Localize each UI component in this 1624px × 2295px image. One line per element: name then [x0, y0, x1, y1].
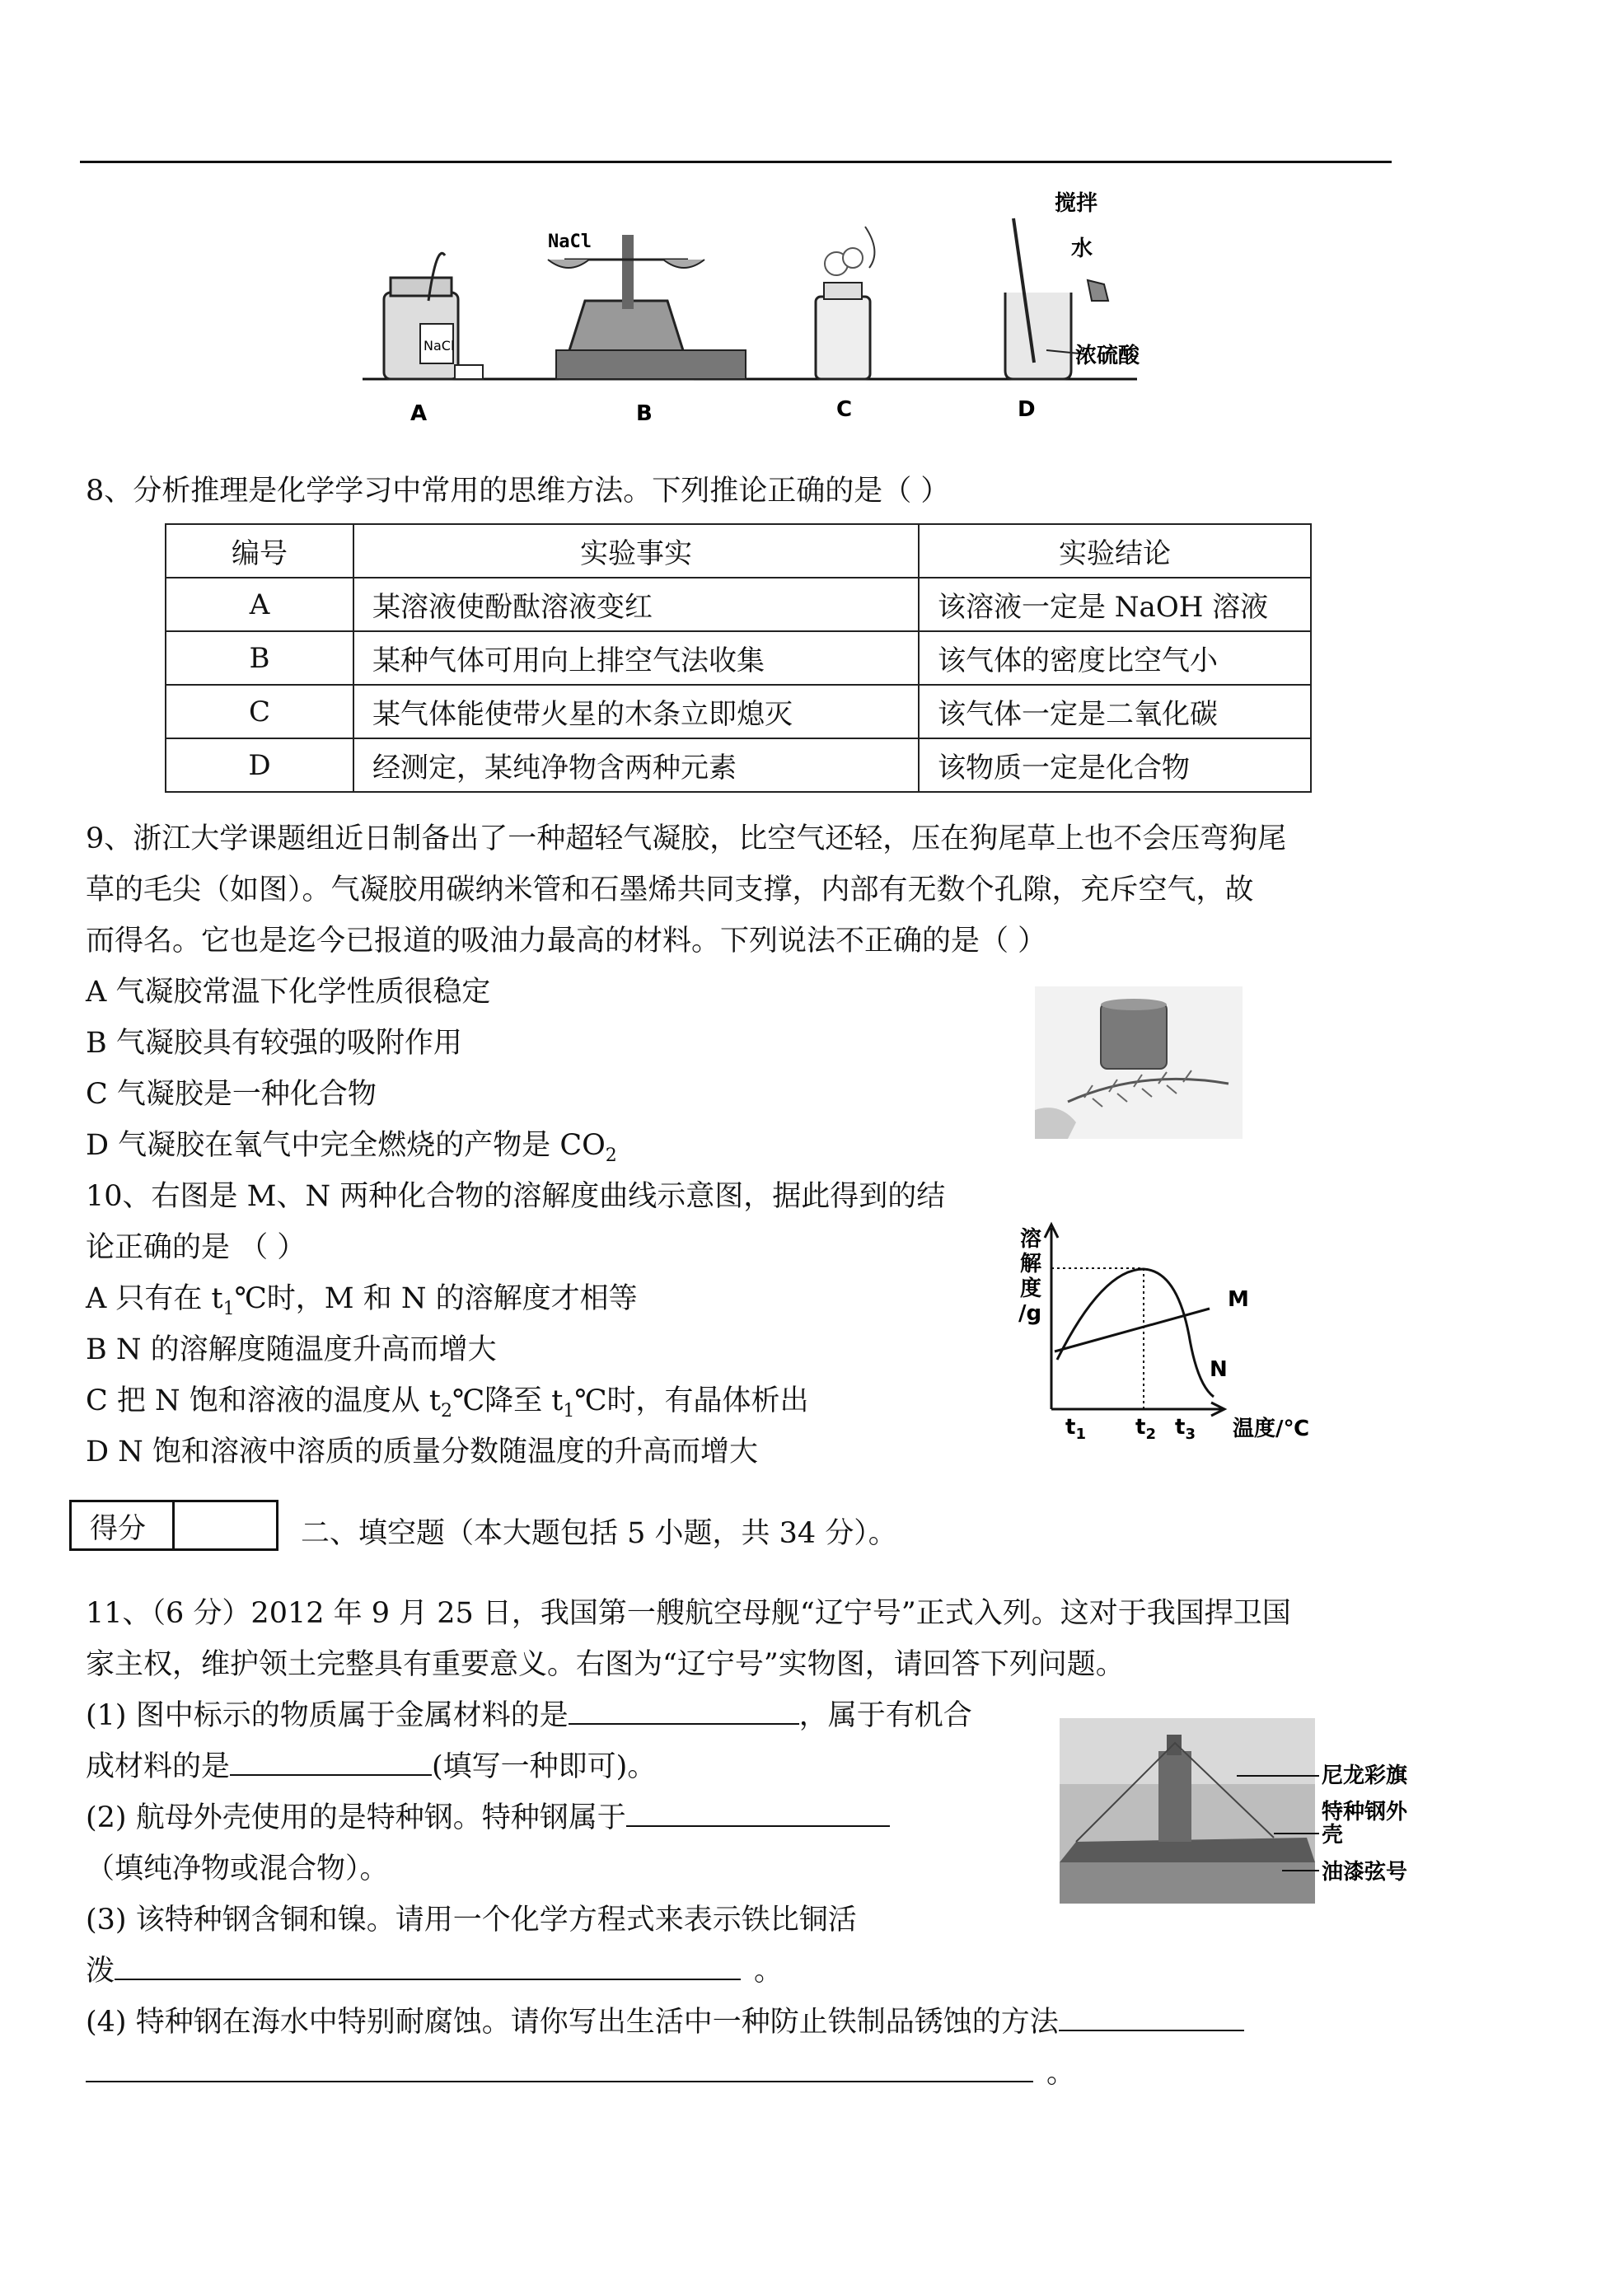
row-conclusion: 该溶液一定是 NaOH 溶液 — [919, 578, 1311, 631]
section2-title: 二、填空题（本大题包括 5 小题，共 34 分）。 — [301, 1517, 897, 1550]
table-row — [166, 578, 1311, 631]
table-row — [166, 685, 1311, 738]
q11-line1: 11、（6 分）2012 年 9 月 25 日，我国第一艘航空母舰“辽宁号”正式入列。这对于我国捍卫国 — [86, 1597, 1291, 1630]
answer-blank[interactable] — [86, 2053, 1033, 2082]
nacl-balance-label: NaCl — [548, 232, 592, 252]
subscript: 1 — [563, 1401, 575, 1421]
ship-photo — [1060, 1718, 1439, 1904]
top-rule — [80, 161, 1392, 163]
gas-bottle-icon — [816, 227, 874, 379]
answer-blank[interactable] — [1059, 2002, 1244, 2031]
row-conclusion: 该气体一定是二氧化碳 — [919, 685, 1311, 738]
q11-p2-text: (2) 航母外壳使用的是特种钢。特种钢属于 — [86, 1801, 626, 1834]
q11-p3-end: 。 — [754, 1955, 784, 1988]
q9-option-b: B 气凝胶具有较强的吸附作用 — [86, 1027, 462, 1060]
row-fact: 某种气体可用向上排空气法收集 — [353, 631, 919, 685]
q10-line2: 论正确的是 （ ） — [86, 1231, 307, 1264]
stir-label: 搅拌 — [1055, 191, 1098, 216]
ship-label-steel-2: 壳 — [1322, 1823, 1344, 1848]
nacl-jar-icon — [384, 253, 483, 379]
ylabel-4: /g — [1018, 1301, 1042, 1326]
q11-part4-line2 — [86, 2048, 1075, 2099]
q9-option-d-text: D 气凝胶在氧气中完全燃烧的产物是 CO — [86, 1129, 606, 1162]
table-row — [166, 631, 1311, 685]
apparatus-label-c: C — [836, 397, 853, 422]
q11-part3-line1: (3) 该特种钢含铜和镍。请用一个化学方程式来表示铁比铜活 — [86, 1904, 857, 1937]
q8-table — [165, 523, 1312, 793]
balance-icon — [548, 232, 746, 379]
q11-p3-text: 泼 — [86, 1955, 115, 1988]
q11-p4-text: (4) 特种钢在海水中特别耐腐蚀。请你写出生活中一种防止铁制品锈蚀的方法 — [86, 2006, 1059, 2039]
ship-label-flag: 尼龙彩旗 — [1322, 1763, 1408, 1788]
q10-option-c-text: C 把 N 饱和溶液的温度从 t — [86, 1384, 441, 1417]
q9-option-c: C 气凝胶是一种化合物 — [86, 1078, 377, 1111]
apparatus-label-b: B — [636, 401, 653, 426]
row-conclusion: 该物质一定是化合物 — [919, 738, 1311, 792]
ylabel-1: 溶 — [1020, 1227, 1042, 1252]
q11-p1-text2: ，属于有机合 — [798, 1699, 972, 1732]
q11-line2: 家主权，维护领土完整具有重要意义。右图为“辽宁号”实物图，请回答下列问题。 — [86, 1648, 1125, 1681]
q10-option-c-rest: ℃时，有晶体析出 — [574, 1384, 809, 1417]
row-conclusion: 该气体的密度比空气小 — [919, 631, 1311, 685]
col-header-id: 编号 — [166, 524, 353, 578]
apparatus-figure — [363, 185, 1154, 433]
table-row — [166, 738, 1311, 792]
solubility-graph — [1012, 1220, 1341, 1459]
row-id: B — [166, 631, 353, 685]
q11-p1-text3: 成材料的是 — [86, 1750, 231, 1783]
tick-t2: $t_2$ — [1135, 1415, 1156, 1443]
q9-line3: 而得名。它也是迄今已报道的吸油力最高的材料。下列说法不正确的是（ ） — [86, 925, 1047, 958]
q11-p1-text4: (填写一种即可)。 — [432, 1750, 657, 1783]
subscript: 2 — [440, 1401, 452, 1421]
curve-n-label: N — [1210, 1357, 1228, 1382]
ship-label-steel: 特种钢外 — [1322, 1800, 1408, 1824]
col-header-conclusion: 实验结论 — [919, 524, 1311, 578]
table-header-row — [166, 524, 1311, 578]
q8-stem: 8、分析推理是化学学习中常用的思维方法。下列推论正确的是（ ） — [86, 475, 950, 508]
answer-blank[interactable] — [626, 1797, 890, 1827]
q11-part1-line1 — [86, 1690, 972, 1741]
nacl-jar-label: NaCl — [424, 338, 455, 354]
aerogel-photo — [1035, 986, 1243, 1139]
q10-option-a-rest: ℃时，M 和 N 的溶解度才相等 — [234, 1282, 638, 1315]
q10-line1: 10、右图是 M、N 两种化合物的溶解度曲线示意图，据此得到的结 — [86, 1180, 946, 1213]
tick-t3: $t_3$ — [1175, 1415, 1196, 1443]
q9-line1: 9、浙江大学课题组近日制备出了一种超轻气凝胶，比空气还轻，压在狗尾草上也不会压弯狗尾 — [86, 822, 1287, 855]
q11-part2-line2: （填纯净物或混合物）。 — [86, 1852, 389, 1885]
water-label: 水 — [1071, 237, 1093, 261]
tick-t1: $t_1$ — [1065, 1415, 1086, 1443]
row-fact: 某气体能使带火星的木条立即熄灭 — [353, 685, 919, 738]
answer-blank[interactable] — [115, 1951, 741, 1980]
score-box — [69, 1500, 278, 1551]
row-fact: 经测定，某纯净物含两种元素 — [353, 738, 919, 792]
q11-part3-line2 — [86, 1946, 783, 1997]
row-fact: 某溶液使酚酞溶液变红 — [353, 578, 919, 631]
q11-part1-line2 — [86, 1741, 656, 1792]
row-id: A — [166, 578, 353, 631]
q11-part4-line1 — [86, 1997, 1244, 2048]
q10-option-c-mid: ℃降至 t — [452, 1384, 564, 1417]
q10-option-b: B N 的溶解度随温度升高而增大 — [86, 1333, 497, 1366]
answer-blank[interactable] — [230, 1746, 432, 1776]
curve-m-label: M — [1228, 1287, 1249, 1312]
row-id: D — [166, 738, 353, 792]
acid-label: 浓硫酸 — [1075, 344, 1140, 368]
q11-part2-line1 — [86, 1792, 890, 1843]
subscript: 1 — [222, 1299, 235, 1319]
apparatus-label-d: D — [1018, 397, 1036, 422]
apparatus-label-a: A — [410, 401, 428, 426]
col-header-fact: 实验事实 — [353, 524, 919, 578]
beaker-icon — [1005, 191, 1140, 379]
xlabel: 温度/℃ — [1233, 1417, 1309, 1441]
q9-line2: 草的毛尖（如图）。气凝胶用碳纳米管和石墨烯共同支撑，内部有无数个孔隙，充斥空气，故 — [86, 874, 1254, 906]
ylabel-3: 度 — [1020, 1276, 1042, 1301]
q11-p4-end: 。 — [1046, 2057, 1076, 2090]
answer-blank[interactable] — [569, 1695, 799, 1725]
ylabel-2: 解 — [1020, 1252, 1042, 1276]
score-label: 得分 — [72, 1502, 175, 1548]
q11-p1-text: (1) 图中标示的物质属于金属材料的是 — [86, 1699, 569, 1732]
q10-option-a-text: A 只有在 t — [86, 1282, 223, 1315]
subscript: 2 — [605, 1145, 617, 1166]
ship-label-paint: 油漆弦号 — [1322, 1860, 1408, 1885]
q9-option-a: A 气凝胶常温下化学性质很稳定 — [86, 976, 491, 1009]
q10-option-d: D N 饱和溶液中溶质的质量分数随温度的升高而增大 — [86, 1436, 758, 1468]
row-id: C — [166, 685, 353, 738]
